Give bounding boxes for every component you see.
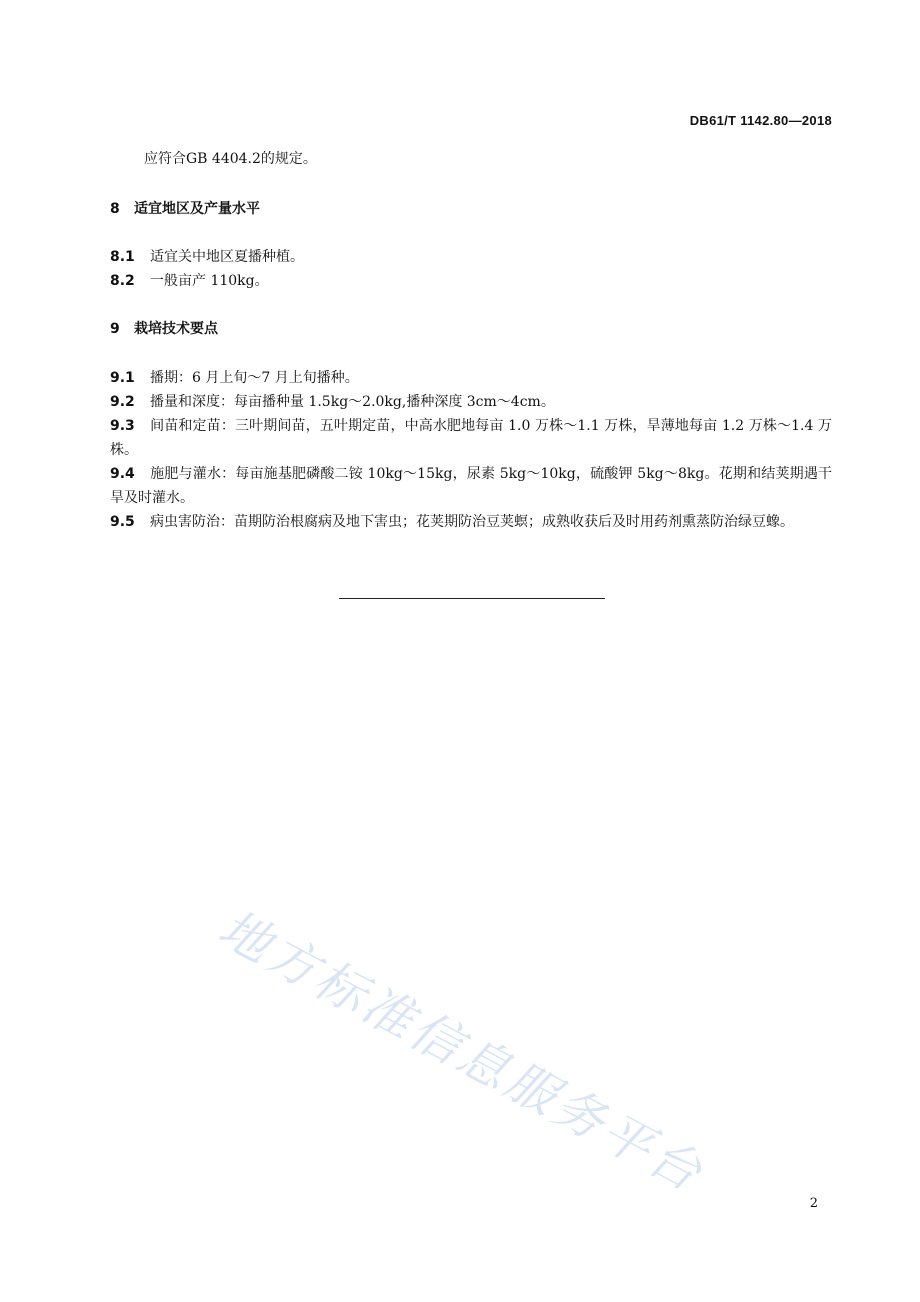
end-of-document-rule: [339, 598, 605, 599]
clause-text: 病虫害防治：苗期防治根腐病及地下害虫；花荚期防治豆荚螟；成熟收获后及时用药剂熏蒸防治绿豆蟓。: [150, 514, 794, 530]
page-number: 2: [809, 1196, 818, 1211]
clause-9-4: [110, 462, 832, 510]
clause-9-1: [110, 366, 832, 390]
watermark: 地方标准信息服务平台: [209, 898, 714, 1204]
section-title-9: [110, 318, 218, 340]
clause-8-1: [110, 245, 832, 269]
clause-number: 8.1: [110, 249, 135, 265]
section-title-text: 适宜地区及产量水平: [134, 201, 260, 217]
intro-paragraph: 应符合GB 4404.2的规定。: [144, 151, 317, 167]
section-number: 8: [110, 201, 120, 217]
clause-text: 一般亩产 110kg。: [150, 273, 269, 289]
section-title-8: [110, 198, 260, 220]
section-title-text: 栽培技术要点: [134, 321, 218, 337]
clause-text: 播期：6 月上旬～7 月上旬播种。: [150, 370, 359, 386]
clause-number: 9.2: [110, 394, 135, 410]
clause-number: 8.2: [110, 273, 135, 289]
section-number: 9: [110, 321, 120, 337]
clause-9-5: [110, 510, 832, 534]
clause-text: 适宜关中地区夏播种植。: [150, 249, 304, 265]
clause-number: 9.4: [110, 466, 135, 482]
clause-text: 施肥与灌水：每亩施基肥磷酸二铵 10kg～15kg，尿素 5kg～10kg，硫酸钾 5kg～8kg。花期和结荚期遇干旱及时灌水。: [110, 466, 832, 506]
clause-text: 间苗和定苗：三叶期间苗，五叶期定苗，中高水肥地每亩 1.0 万株～1.1 万株，旱薄地每亩 1.2 万株～1.4 万株。: [110, 418, 832, 458]
clause-number: 9.3: [110, 418, 135, 434]
clause-8-2: [110, 269, 832, 293]
clause-9-2: [110, 390, 832, 414]
document-code: DB61/T 1142.80—2018: [689, 113, 832, 128]
clause-9-3: [110, 414, 832, 462]
clause-number: 9.5: [110, 514, 135, 530]
clause-number: 9.1: [110, 370, 135, 386]
clause-text: 播量和深度：每亩播种量 1.5kg～2.0kg,播种深度 3cm～4cm。: [150, 394, 555, 410]
